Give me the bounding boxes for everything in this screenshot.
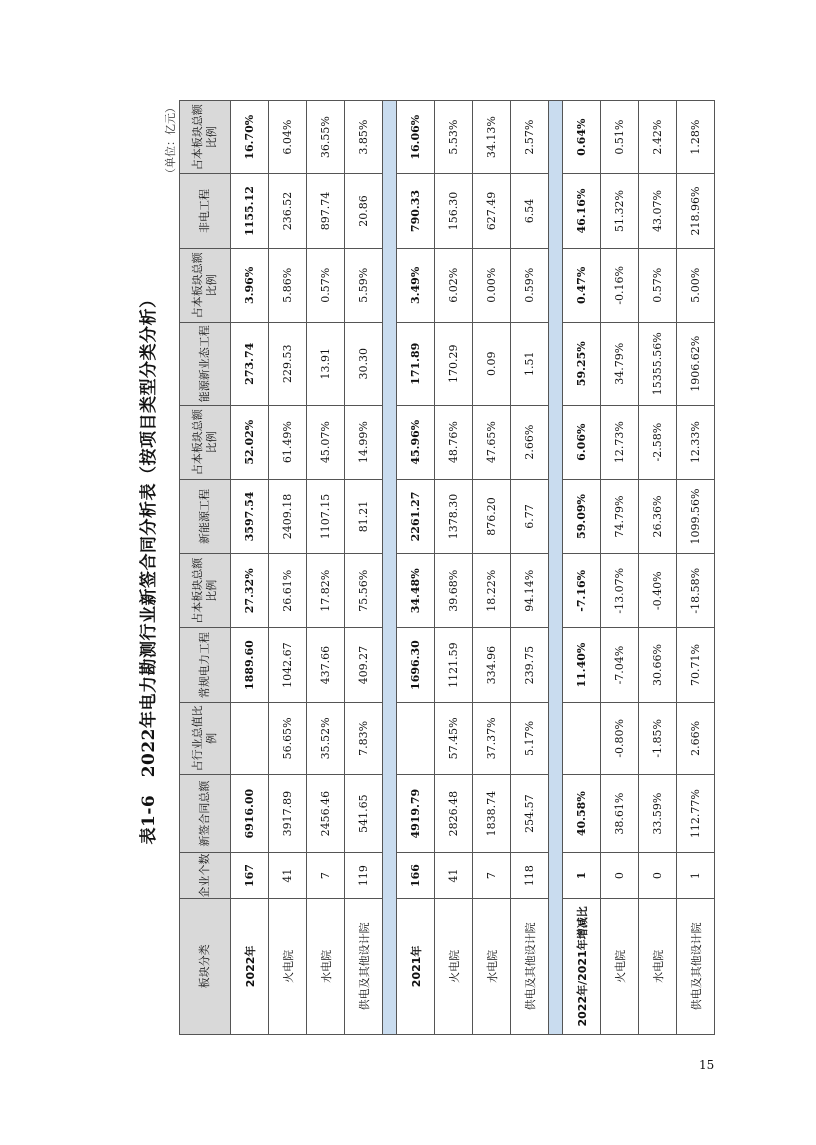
table-cell: 1042.67	[269, 628, 307, 702]
table-cell: 30.30	[345, 322, 383, 405]
table-cell: 5.59%	[345, 248, 383, 322]
table-cell: -13.07%	[601, 554, 639, 628]
table-cell: 3.85%	[345, 101, 383, 174]
table-cell: 7	[307, 853, 345, 898]
table-cell: 0.64%	[563, 101, 601, 174]
table-cell: 170.29	[435, 322, 473, 405]
header-row	[180, 101, 231, 1035]
table-cell: 2.66%	[677, 702, 715, 774]
table-cell: 70.71%	[677, 628, 715, 702]
table-title: 表1-6 2022年电力勘测行业新签合同分析表（按项目类型分类分析）	[139, 290, 159, 845]
table-cell: 3917.89	[269, 774, 307, 852]
table-cell: 35.52%	[307, 702, 345, 774]
table-cell: 6.54	[511, 174, 549, 248]
category-cell: 供电及其他设计院	[345, 898, 383, 1034]
category-cell: 2021年	[397, 898, 435, 1034]
table-cell: 1121.59	[435, 628, 473, 702]
table-cell: 34.48%	[397, 554, 435, 628]
table-cell: 5.17%	[511, 702, 549, 774]
table-cell: 5.86%	[269, 248, 307, 322]
table-cell: 1155.12	[231, 174, 269, 248]
table-cell: 46.16%	[563, 174, 601, 248]
table-cell: 11.40%	[563, 628, 601, 702]
column-header: 企业个数	[180, 853, 231, 898]
table-cell: 171.89	[397, 322, 435, 405]
table-cell: 218.96%	[677, 174, 715, 248]
table-cell: 0.51%	[601, 101, 639, 174]
table-cell: 239.75	[511, 628, 549, 702]
table-row	[511, 101, 549, 1035]
table-cell: 2.42%	[639, 101, 677, 174]
table-cell: 790.33	[397, 174, 435, 248]
table-row	[677, 101, 715, 1035]
table-row	[307, 101, 345, 1035]
table-cell: 3.49%	[397, 248, 435, 322]
table-cell: 0.59%	[511, 248, 549, 322]
page-number: 15	[699, 1058, 715, 1072]
table-row	[601, 101, 639, 1035]
table-cell: -2.58%	[639, 405, 677, 479]
column-header: 占本板块总额比例	[180, 248, 231, 322]
category-cell: 火电院	[601, 898, 639, 1034]
table-cell: 2456.46	[307, 774, 345, 852]
separator-cell	[383, 101, 397, 1035]
table-cell: 2261.27	[397, 479, 435, 553]
table-cell: 409.27	[345, 628, 383, 702]
column-header: 板块分类	[180, 898, 231, 1034]
table-cell: 40.58%	[563, 774, 601, 852]
table-cell: 38.61%	[601, 774, 639, 852]
table-cell: 5.00%	[677, 248, 715, 322]
table-cell: 2.57%	[511, 101, 549, 174]
table-cell: 119	[345, 853, 383, 898]
table-cell: 1099.56%	[677, 479, 715, 553]
table-cell: 2.66%	[511, 405, 549, 479]
table-cell: 1889.60	[231, 628, 269, 702]
table-cell	[397, 702, 435, 774]
table-cell: 2409.18	[269, 479, 307, 553]
table-cell: 74.79%	[601, 479, 639, 553]
table-cell: 34.79%	[601, 322, 639, 405]
table-cell: 0	[601, 853, 639, 898]
table-cell: 541.65	[345, 774, 383, 852]
table-row	[639, 101, 677, 1035]
rotated-table-page	[135, 100, 715, 1035]
table-cell: 51.32%	[601, 174, 639, 248]
table-cell: 166	[397, 853, 435, 898]
table-cell: 1107.15	[307, 479, 345, 553]
contract-analysis-table	[179, 100, 715, 1035]
table-cell: 18.22%	[473, 554, 511, 628]
table-cell: 30.66%	[639, 628, 677, 702]
table-cell: 1	[677, 853, 715, 898]
table-cell: 6.06%	[563, 405, 601, 479]
table-cell: 1	[563, 853, 601, 898]
category-cell: 供电及其他设计院	[677, 898, 715, 1034]
table-cell: 897.74	[307, 174, 345, 248]
table-cell: 56.65%	[269, 702, 307, 774]
table-cell: 1696.30	[397, 628, 435, 702]
table-cell: -0.80%	[601, 702, 639, 774]
table-cell: 12.73%	[601, 405, 639, 479]
table-cell: 0.00%	[473, 248, 511, 322]
column-header: 新能源工程	[180, 479, 231, 553]
table-cell: 254.57	[511, 774, 549, 852]
table-cell: 229.53	[269, 322, 307, 405]
table-cell: 1.28%	[677, 101, 715, 174]
table-cell: 48.76%	[435, 405, 473, 479]
table-cell: 47.65%	[473, 405, 511, 479]
table-cell: 26.61%	[269, 554, 307, 628]
table-cell: 27.32%	[231, 554, 269, 628]
table-cell: 52.02%	[231, 405, 269, 479]
table-cell: 7	[473, 853, 511, 898]
column-header: 占本板块总额比例	[180, 101, 231, 174]
table-cell: 167	[231, 853, 269, 898]
table-cell: -18.58%	[677, 554, 715, 628]
table-cell: 1838.74	[473, 774, 511, 852]
table-cell: 20.86	[345, 174, 383, 248]
table-cell: 3.96%	[231, 248, 269, 322]
table-cell: 37.37%	[473, 702, 511, 774]
table-cell: 6.02%	[435, 248, 473, 322]
table-cell: 59.25%	[563, 322, 601, 405]
table-cell: 17.82%	[307, 554, 345, 628]
table-cell: 94.14%	[511, 554, 549, 628]
table-cell: -7.16%	[563, 554, 601, 628]
table-cell: 2826.48	[435, 774, 473, 852]
table-cell: 1.51	[511, 322, 549, 405]
table-cell: 61.49%	[269, 405, 307, 479]
table-cell: 6.04%	[269, 101, 307, 174]
column-header: 占本板块总额比例	[180, 554, 231, 628]
table-cell: 59.09%	[563, 479, 601, 553]
table-cell: 6916.00	[231, 774, 269, 852]
table-cell: 5.53%	[435, 101, 473, 174]
category-cell: 2022年/2021年增减比	[563, 898, 601, 1034]
table-cell: 45.96%	[397, 405, 435, 479]
table-cell: 81.21	[345, 479, 383, 553]
column-header: 占行业总值比例	[180, 702, 231, 774]
section-separator	[383, 101, 397, 1035]
separator-cell	[549, 101, 563, 1035]
table-cell: 876.20	[473, 479, 511, 553]
table-cell: 75.56%	[345, 554, 383, 628]
unit-label: （单位：亿元）	[164, 102, 177, 179]
table-cell: 6.77	[511, 479, 549, 553]
category-cell: 水电院	[473, 898, 511, 1034]
table-cell: 16.70%	[231, 101, 269, 174]
table-cell: 41	[435, 853, 473, 898]
table-cell: 43.07%	[639, 174, 677, 248]
table-cell: 12.33%	[677, 405, 715, 479]
category-cell: 火电院	[269, 898, 307, 1034]
summary-row	[231, 101, 269, 1035]
table-cell: 36.55%	[307, 101, 345, 174]
table-cell: 236.52	[269, 174, 307, 248]
table-cell: 334.96	[473, 628, 511, 702]
table-cell: 0.57%	[639, 248, 677, 322]
table-cell: 627.49	[473, 174, 511, 248]
table-row	[473, 101, 511, 1035]
table-cell: 26.36%	[639, 479, 677, 553]
table-cell: 39.68%	[435, 554, 473, 628]
table-row	[435, 101, 473, 1035]
table-cell: 156.30	[435, 174, 473, 248]
column-header: 占本板块总额比例	[180, 405, 231, 479]
table-cell: 45.07%	[307, 405, 345, 479]
table-cell: 4919.79	[397, 774, 435, 852]
section-separator	[549, 101, 563, 1035]
table-cell: 13.91	[307, 322, 345, 405]
table-cell: -0.16%	[601, 248, 639, 322]
summary-row	[397, 101, 435, 1035]
table-cell: 34.13%	[473, 101, 511, 174]
table-cell: 273.74	[231, 322, 269, 405]
category-cell: 供电及其他设计院	[511, 898, 549, 1034]
table-cell: 7.83%	[345, 702, 383, 774]
column-header: 常规电力工程	[180, 628, 231, 702]
table-cell: 1378.30	[435, 479, 473, 553]
table-body	[231, 101, 715, 1035]
table-cell	[563, 702, 601, 774]
category-cell: 水电院	[307, 898, 345, 1034]
table-cell: 57.45%	[435, 702, 473, 774]
table-cell: -1.85%	[639, 702, 677, 774]
table-cell: 0.57%	[307, 248, 345, 322]
table-cell: 3597.54	[231, 479, 269, 553]
category-cell: 2022年	[231, 898, 269, 1034]
summary-row	[563, 101, 601, 1035]
table-cell: 0	[639, 853, 677, 898]
table-row	[345, 101, 383, 1035]
table-cell: 118	[511, 853, 549, 898]
category-cell: 火电院	[435, 898, 473, 1034]
table-cell: 112.77%	[677, 774, 715, 852]
table-cell: 0.09	[473, 322, 511, 405]
table-cell: 15355.56%	[639, 322, 677, 405]
table-cell: 14.99%	[345, 405, 383, 479]
column-header: 非电工程	[180, 174, 231, 248]
table-cell: -7.04%	[601, 628, 639, 702]
table-cell: 16.06%	[397, 101, 435, 174]
table-cell: 437.66	[307, 628, 345, 702]
column-header: 新签合同总额	[180, 774, 231, 852]
table-cell	[231, 702, 269, 774]
table-cell: -0.40%	[639, 554, 677, 628]
category-cell: 水电院	[639, 898, 677, 1034]
table-cell: 0.47%	[563, 248, 601, 322]
table-cell: 41	[269, 853, 307, 898]
table-cell: 33.59%	[639, 774, 677, 852]
column-header: 能源新业态工程	[180, 322, 231, 405]
table-row	[269, 101, 307, 1035]
table-cell: 1906.62%	[677, 322, 715, 405]
